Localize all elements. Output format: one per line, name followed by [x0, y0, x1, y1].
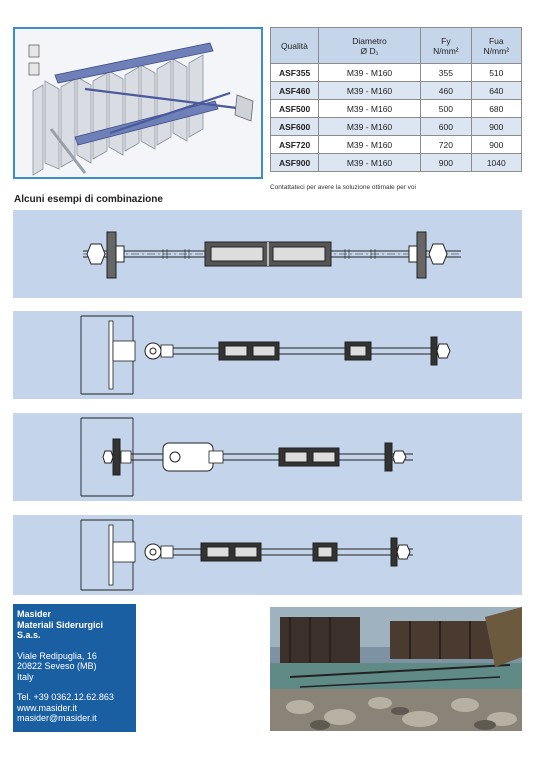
sheet-pile-anchor-illustration [13, 27, 263, 179]
address-line1: Viale Redipuglia, 16 [17, 650, 97, 661]
cell-diameter: M39 - M160 [318, 100, 420, 118]
cell-fua: 900 [471, 118, 521, 136]
table-row [271, 154, 522, 172]
table-header-row [271, 28, 522, 64]
combination-diagram-1 [13, 210, 522, 298]
website-link[interactable]: www.masider.it [17, 702, 78, 713]
company-name-line3: S.a.s. [17, 630, 41, 640]
table-row [271, 82, 522, 100]
cell-quality: ASF460 [271, 82, 319, 100]
cell-diameter: M39 - M160 [318, 64, 420, 82]
contact-note: Contattateci per avere la soluzione ottimale per voi [270, 184, 416, 191]
header-fua: Fua N/mm² [471, 28, 521, 64]
cell-diameter: M39 - M160 [318, 82, 420, 100]
header-diameter: Diametro Ø D₁ [318, 28, 420, 64]
cell-fua: 640 [471, 82, 521, 100]
company-name-line2: Materiali Siderurgici [17, 619, 104, 630]
table-row [271, 64, 522, 82]
cell-fy: 460 [421, 82, 471, 100]
cell-fua: 510 [471, 64, 521, 82]
cell-fua: 680 [471, 100, 521, 118]
cell-quality: ASF900 [271, 154, 319, 172]
contact-box [13, 604, 136, 732]
header-quality: Qualità [271, 28, 319, 64]
company-name-line1: Masider [17, 609, 52, 619]
cell-quality: ASF355 [271, 64, 319, 82]
cell-fy: 720 [421, 136, 471, 154]
cell-quality: ASF720 [271, 136, 319, 154]
cell-quality: ASF600 [271, 118, 319, 136]
address-line3: Italy [17, 671, 34, 682]
cell-fua: 1040 [471, 154, 521, 172]
cell-fy: 355 [421, 64, 471, 82]
combination-diagram-3 [13, 413, 522, 501]
combination-diagram-4 [13, 515, 522, 595]
table-row [271, 118, 522, 136]
cell-diameter: M39 - M160 [318, 136, 420, 154]
cell-fy: 900 [421, 154, 471, 172]
address-line2: 20822 Seveso (MB) [17, 661, 97, 671]
email-link[interactable]: masider@masider.it [17, 713, 97, 723]
construction-site-photo [270, 607, 522, 731]
cell-fua: 900 [471, 136, 521, 154]
table-row [271, 136, 522, 154]
header-fy: Fy N/mm² [421, 28, 471, 64]
combination-diagram-2 [13, 311, 522, 399]
steel-grade-table [270, 27, 522, 172]
cell-fy: 600 [421, 118, 471, 136]
cell-fy: 500 [421, 100, 471, 118]
phone-number: Tel. +39 0362.12.62.863 [17, 692, 114, 702]
cell-quality: ASF500 [271, 100, 319, 118]
cell-diameter: M39 - M160 [318, 118, 420, 136]
table-row [271, 100, 522, 118]
cell-diameter: M39 - M160 [318, 154, 420, 172]
section-title: Alcuni esempi di combinazione [14, 194, 163, 205]
